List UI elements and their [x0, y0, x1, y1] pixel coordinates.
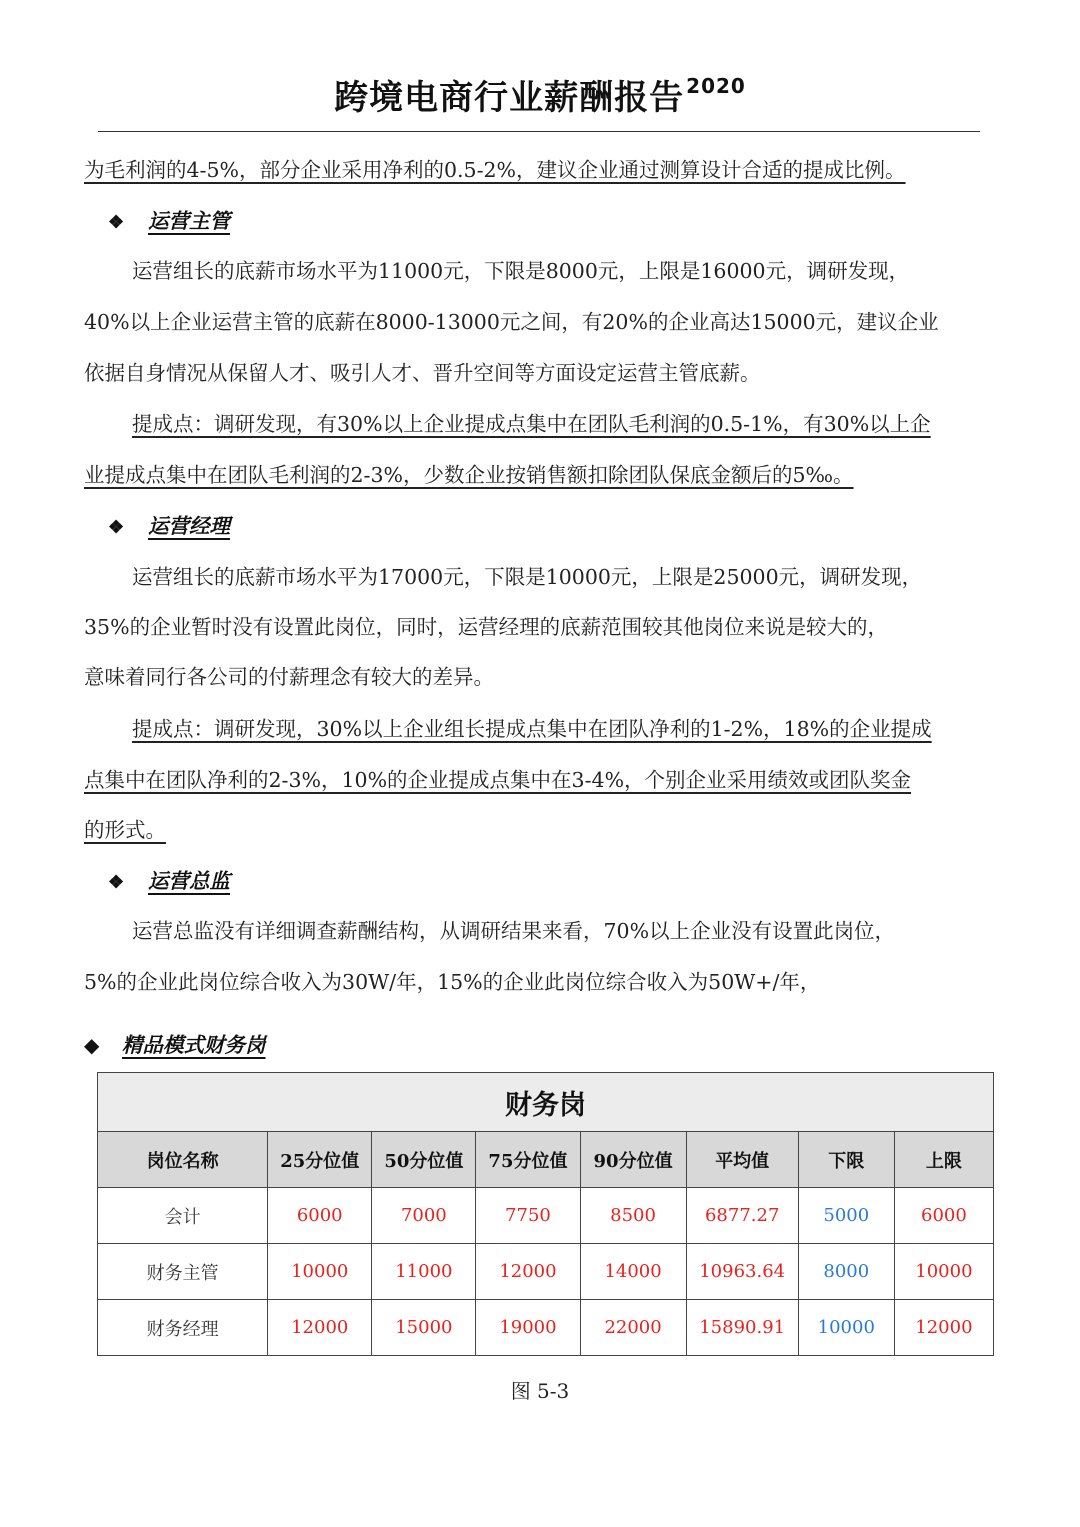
- lower-limit-cell: 5000: [798, 1188, 894, 1244]
- value-cell: 14000: [580, 1244, 686, 1300]
- value-cell: 6877.27: [686, 1188, 798, 1244]
- column-header: 90分位值: [580, 1132, 686, 1188]
- sub-heading-operations-supervisor: ❖ 运营主管: [108, 206, 230, 238]
- column-header: 岗位名称: [98, 1132, 268, 1188]
- position-name-cell: 会计: [98, 1188, 268, 1244]
- column-header: 25分位值: [268, 1132, 372, 1188]
- section-heading-finance: ◆ 精品模式财务岗: [84, 1030, 266, 1060]
- header-divider: [98, 131, 980, 132]
- paragraph-line: 运营组长的底薪市场水平为11000元，下限是8000元，上限是16000元，调研发现，: [132, 259, 910, 283]
- upper-limit-cell: 12000: [894, 1300, 993, 1356]
- lower-limit-cell: 10000: [798, 1300, 894, 1356]
- commission-line: 提成点：调研发现，有30%以上企业提成点集中在团队毛利润的0.5-1%，有30%以上企: [132, 412, 931, 436]
- upper-limit-cell: 10000: [894, 1244, 993, 1300]
- column-header: 75分位值: [476, 1132, 580, 1188]
- position-name-cell: 财务经理: [98, 1300, 268, 1356]
- paragraph-line: 依据自身情况从保留人才、吸引人才、晋升空间等方面设定运营主管底薪。: [84, 361, 761, 385]
- paragraph-line: 40%以上企业运营主管的底薪在8000-13000元之间，有20%的企业高达15000元，建议企业: [84, 310, 939, 334]
- report-year: 2020: [686, 74, 746, 98]
- diamond-bullet-icon: ❖: [108, 872, 125, 893]
- value-cell: 15890.91: [686, 1300, 798, 1356]
- sub-heading-operations-director: ❖ 运营总监: [108, 866, 230, 898]
- commission-line: 点集中在团队净利的2-3%，10%的企业提成点集中在3-4%，个别企业采用绩效或团队奖金: [84, 768, 912, 792]
- value-cell: 7750: [476, 1188, 580, 1244]
- value-cell: 6000: [268, 1188, 372, 1244]
- table-row: [98, 1300, 994, 1356]
- value-cell: 12000: [268, 1300, 372, 1356]
- report-header: [0, 70, 1080, 119]
- value-cell: 12000: [476, 1244, 580, 1300]
- table-row: [98, 1244, 994, 1300]
- table-header-row: [98, 1132, 994, 1188]
- report-title: 跨境电商行业薪酬报告: [334, 78, 685, 118]
- sub-heading-operations-manager: ❖ 运营经理: [108, 511, 230, 543]
- paragraph-line: 运营总监没有详细调查薪酬结构，从调研结果来看，70%以上企业没有设置此岗位，: [132, 919, 896, 943]
- commission-line: 提成点：调研发现，30%以上企业组长提成点集中在团队净利的1-2%，18%的企业提成: [132, 717, 932, 741]
- column-header: 50分位值: [372, 1132, 476, 1188]
- diamond-bullet-icon: ❖: [108, 212, 125, 233]
- value-cell: 7000: [372, 1188, 476, 1244]
- value-cell: 11000: [372, 1244, 476, 1300]
- table-row: [98, 1188, 994, 1244]
- paragraph-line: 35%的企业暂时没有设置此岗位，同时，运营经理的底薪范围较其他岗位来说是较大的，: [84, 615, 889, 639]
- table-title: 财务岗: [98, 1073, 994, 1132]
- solid-diamond-bullet-icon: ◆: [84, 1033, 100, 1057]
- paragraph-line: 意味着同行各公司的付薪理念有较大的差异。: [84, 665, 494, 689]
- commission-line: 业提成点集中在团队毛利润的2-3%，少数企业按销售额扣除团队保底金额后的5‰。: [84, 463, 854, 487]
- value-cell: 15000: [372, 1300, 476, 1356]
- value-cell: 10963.64: [686, 1244, 798, 1300]
- position-name-cell: 财务主管: [98, 1244, 268, 1300]
- upper-limit-cell: 6000: [894, 1188, 993, 1244]
- lower-limit-cell: 8000: [798, 1244, 894, 1300]
- column-header: 上限: [894, 1132, 993, 1188]
- paragraph-line: 5%的企业此岗位综合收入为30W/年，15%的企业此岗位综合收入为50W+/年，: [84, 970, 821, 994]
- value-cell: 10000: [268, 1244, 372, 1300]
- value-cell: 19000: [476, 1300, 580, 1356]
- value-cell: 8500: [580, 1188, 686, 1244]
- column-header: 下限: [798, 1132, 894, 1188]
- diamond-bullet-icon: ❖: [108, 517, 125, 538]
- column-header: 平均值: [686, 1132, 798, 1188]
- paragraph-line: 为毛利润的4-5%，部分企业采用净利的0.5-2%，建议企业通过测算设计合适的提成比例。: [84, 158, 906, 182]
- figure-caption: 图 5-3: [510, 1379, 570, 1403]
- commission-line: 的形式。: [84, 818, 166, 842]
- paragraph-line: 运营组长的底薪市场水平为17000元，下限是10000元，上限是25000元，调研发现，: [132, 565, 923, 589]
- finance-salary-table: [97, 1072, 994, 1356]
- value-cell: 22000: [580, 1300, 686, 1356]
